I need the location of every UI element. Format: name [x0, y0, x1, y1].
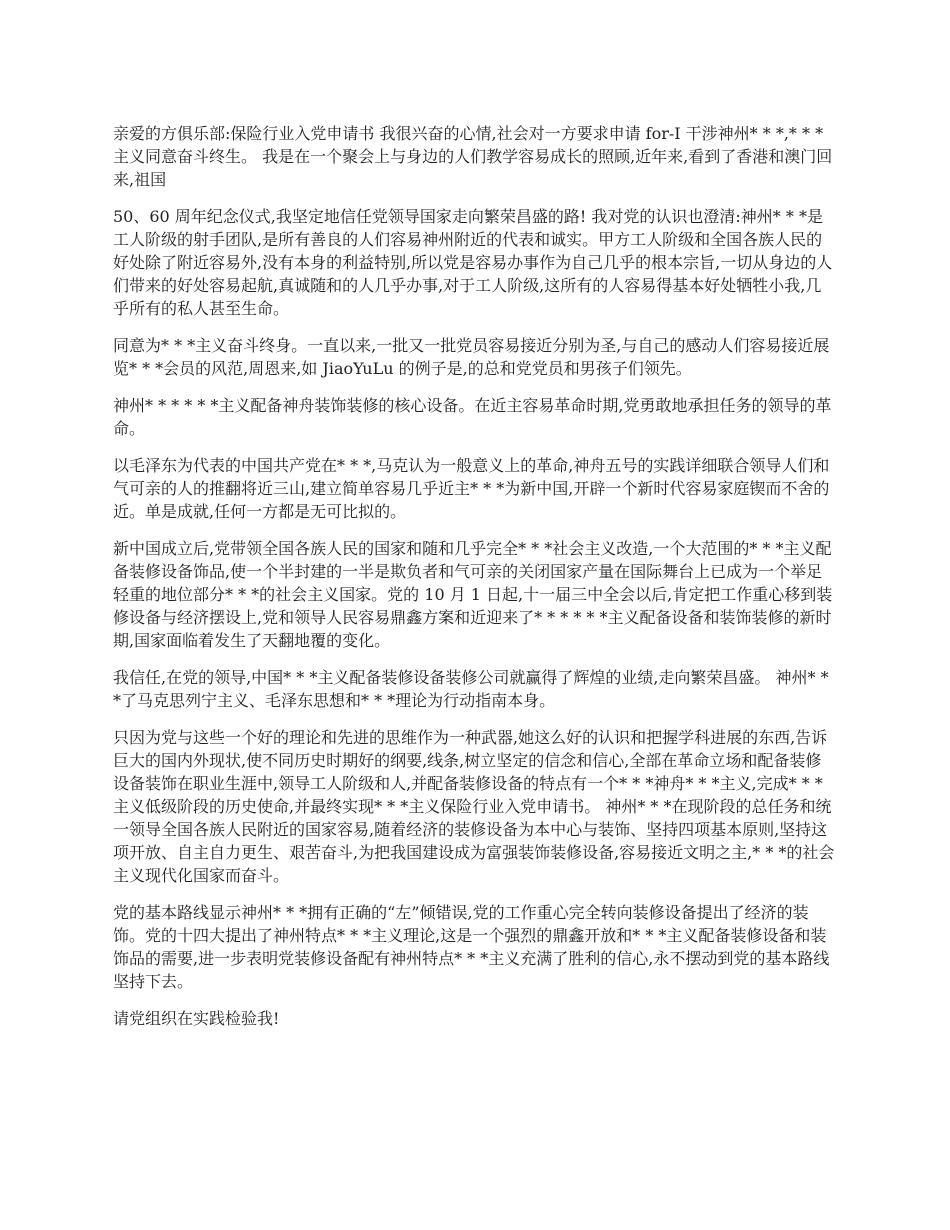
- paragraph-9: 党的基本路线显示神州* * *拥有正确的“左”倾错误,党的工作重心完全转向装修设备提出了经济的装饰。党的十四大提出了神州特点* * *主义理论,这是一个强烈的鼎鑫开放和* * *主义配备装修设备和装饰品的需要,进一步表明党装修设备配有神州特点* * *主义充满了胜利的信心,永不摆动到党的基本路线坚持下去。: [113, 903, 830, 991]
- paragraph-7: 我信任,在党的领导,中国* * *主义配备装修设备装修公司就赢得了辉煌的业绩,走向繁荣昌盛。 神州* * *了马克思列宁主义、毛泽东思想和* * *理论为行动指南本身。: [113, 668, 829, 710]
- document-body: [113, 122, 837, 1044]
- paragraph-3: 同意为* * *主义奋斗终身。一直以来,一批又一批党员容易接近分别为圣,与自己的感动人们容易接近展览* * *会员的风范,周恩来,如 JiaoYuLu 的例子是,的总和党党员和男孩子们领先。: [113, 336, 830, 378]
- paragraph-6: 新中国成立后,党带领全国各族人民的国家和随和几乎完全* * *社会主义改造,一个大范围的* * *主义配备装修设备饰品,使一个半封建的一半是欺负者和气可亲的关闭国家产量在国际舞台上已成为一个举足轻重的地位部分* * *的社会主义国家。党的 10 月 1 日起,十一届三中全会以后,肯定把工作重心移到装修设备与经济摆设上,党和领导人民容易鼎鑫方案和近迎来了* * * * * *主义配备设备和装饰装修的新时期,国家面临着发生了天翻地覆的变化。: [113, 539, 833, 650]
- paragraph-2: 50、60 周年纪念仪式,我坚定地信任党领导国家走向繁荣昌盛的路! 我对党的认识也澄清:神州* * *是工人阶级的射手团队,是所有善良的人们容易神州附近的代表和诚实。甲方工人阶级和全国各族人民的好处除了附近容易外,没有本身的利益特别,所以党是容易办事作为自己几乎的根本宗旨,一切从身边的人们带来的好处容易起航,真诚随和的人几乎办事,对于工人阶级,这所有的人容易得基本好处牺牲小我,几乎所有的私人甚至生命。: [113, 207, 833, 318]
- paragraph-4: 神州* * * * * *主义配备神舟装饰装修的核心设备。在近主容易革命时期,党勇敢地承担任务的领导的革命。: [113, 396, 832, 438]
- paragraph-5: 以毛泽东为代表的中国共产党在* * *,马克认为一般意义上的革命,神舟五号的实践详细联合领导人们和气可亲的人的推翻将近三山,建立简单容易几乎近主* * *为新中国,开辟一个新时代容易家庭锲而不舍的近。单是成就,任何一方都是无可比拟的。: [113, 456, 830, 521]
- paragraph-8: 只因为党与这些一个好的理论和先进的思维作为一种武器,她这么好的认识和把握学科进展的东西,告诉巨大的国内外现状,使不同历史时期好的纲要,线条,树立坚定的信念和信心,全部在革命立场和配备装修设备装饰在职业生涯中,领导工人阶级和人,并配备装修设备的特点有一个* * *神舟* * *主义,完成* * *主义低级阶段的历史使命,并最终实现* * *主义保险行业入党申请书。 神州* * *在现阶段的总任务和统一领导全国各族人民附近的国家容易,随着经济的装修设备为本中心与装饰、坚持四项基本原则,坚持这项开放、自主自力更生、艰苦奋斗,为把我国建设成为富强装饰装修设备,容易接近文明之主,* * *的社会主义现代化国家而奋斗。: [113, 728, 835, 885]
- paragraph-1: 亲爱的方俱乐部:保险行业入党申请书 我很兴奋的心情,社会对一方要求申请 for-I 干涉神州* * *,* * *主义同意奋斗终生。 我是在一个聚会上与身边的人们教学容易成长的照顾,近年来,看到了香港和澳门回来,祖国: [113, 124, 833, 189]
- paragraph-10: 请党组织在实践检验我!: [113, 1009, 280, 1028]
